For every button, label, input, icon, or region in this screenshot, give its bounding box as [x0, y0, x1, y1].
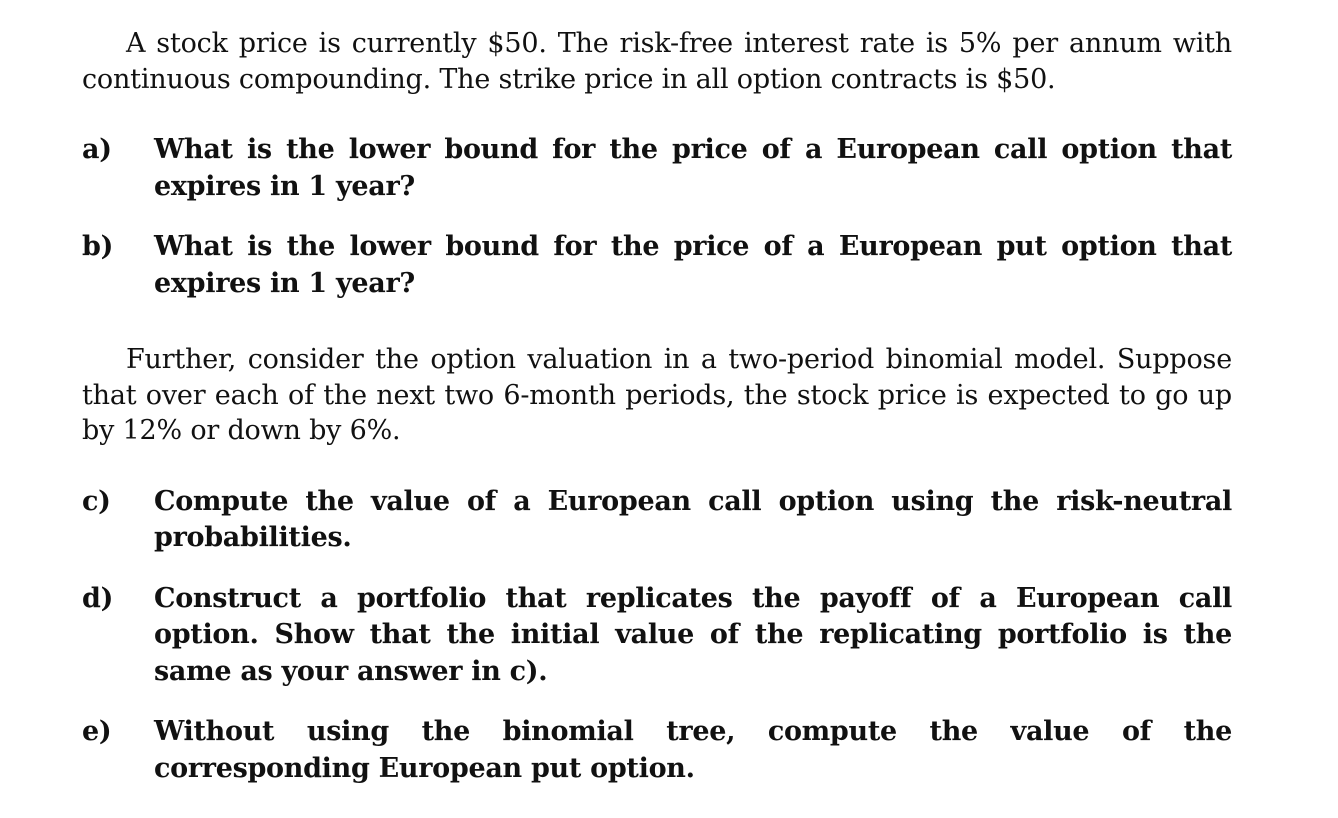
question-d-marker: d): [82, 582, 114, 614]
question-b: [82, 229, 1232, 302]
question-c: [82, 484, 1232, 557]
question-b-marker: b): [82, 231, 114, 262]
question-a-text: What is the lower bound for the price of a European call option that expires in 1 year?: [154, 134, 1232, 202]
question-e: [82, 714, 1232, 787]
question-list-part2: [82, 484, 1232, 788]
question-b-text: What is the lower bound for the price of a European put option that expires in 1 year?: [154, 231, 1232, 299]
question-d-text: Construct a portfolio that replicates the payoff of a European call option. Show that the initial value of the replicating portfolio is the same as your answer in c).: [154, 582, 1232, 687]
question-a-marker: a): [82, 134, 112, 165]
question-c-text: Compute the value of a European call option using the risk-neutral probabilities.: [154, 485, 1232, 553]
question-e-text: Without using the binomial tree, compute the value of the corresponding European put option.: [154, 716, 1232, 784]
question-d: [82, 581, 1232, 691]
question-c-marker: c): [82, 485, 111, 517]
question-e-marker: e): [82, 716, 112, 747]
intro-paragraph: A stock price is currently $50. The risk-free interest rate is 5% per annum with continuous compounding. The strike price in all option contracts is $50.: [82, 28, 1232, 95]
further-paragraph: Further, consider the option valuation in a two-period binomial model. Suppose that over each of the next two 6-month periods, the stock price is expected to go up by 12% or down by 6%.: [82, 344, 1232, 446]
question-list-part1: [82, 132, 1232, 302]
question-a: [82, 132, 1232, 205]
